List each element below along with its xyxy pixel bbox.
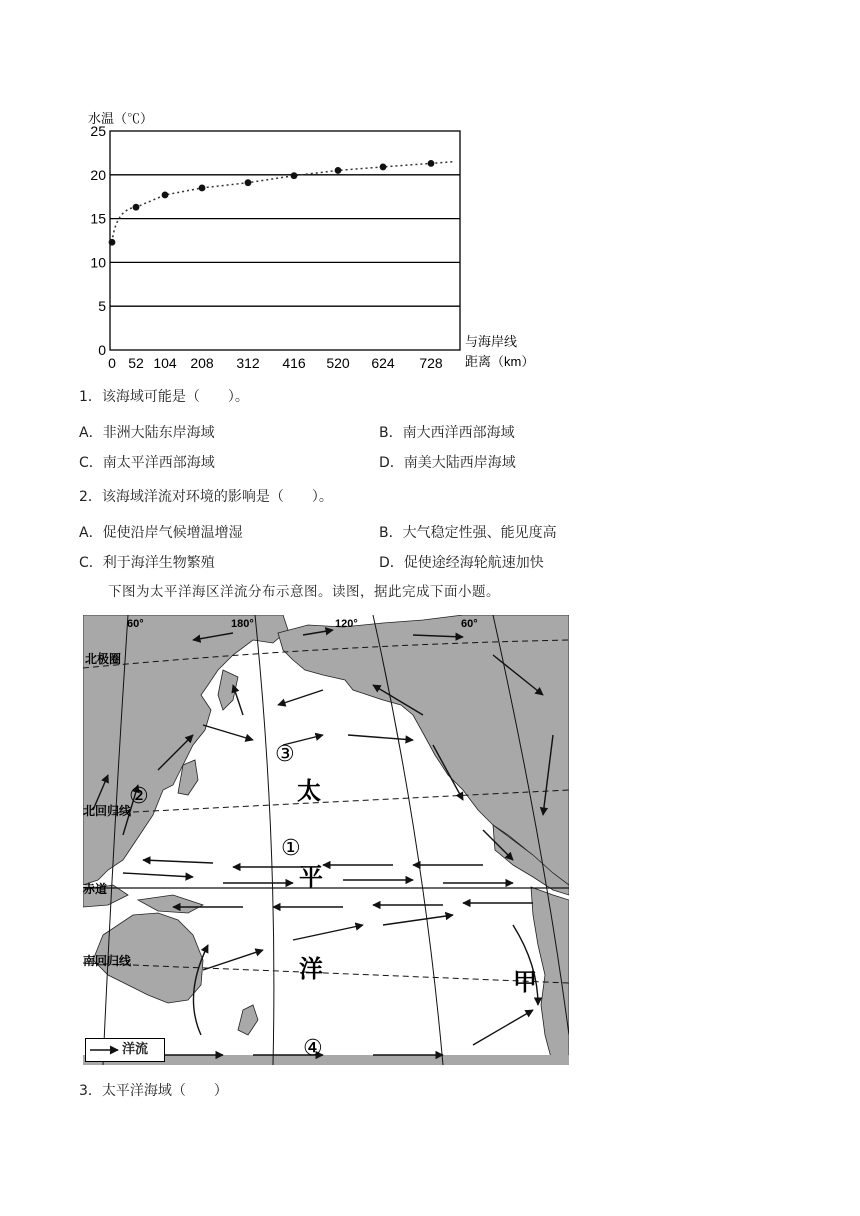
current-label-3: ③ [275, 742, 295, 767]
lat-label-tropic-south: 南回归线 [83, 954, 132, 968]
question-1-option-b[interactable]: B．南大西洋西部海域 [379, 425, 515, 441]
trend-dotted-line [112, 162, 454, 243]
x-tick-label-520: 520 [326, 355, 350, 371]
question-2-option-d[interactable]: D．促使途经海轮航速加快 [379, 555, 544, 571]
pacific-current-map [83, 615, 569, 1065]
x-tick-label-624: 624 [371, 355, 395, 371]
map-legend [85, 1038, 165, 1062]
ocean-char-yang: 洋 [299, 955, 323, 983]
x-tick-label-416: 416 [282, 355, 306, 371]
x-axis-label-line1: 与海岸线 [465, 334, 518, 349]
ocean-char-ping: 平 [299, 863, 323, 891]
lat-label-tropic-north: 北回归线 [83, 804, 132, 818]
data-points [109, 160, 435, 246]
y-tick-label-15: 15 [90, 210, 106, 227]
data-point-0 [109, 239, 116, 246]
location-jia: 甲 [513, 968, 537, 996]
x-tick-label-104: 104 [153, 355, 177, 371]
y-tick-label-5: 5 [98, 298, 106, 315]
data-point-52 [133, 204, 140, 211]
legend-label: 洋流 [122, 1042, 149, 1057]
lat-label-equator: 赤道 [83, 882, 108, 896]
question-1-option-a[interactable]: A．非洲大陆东岸海域 [79, 425, 215, 441]
question-1-stem: 1．该海域可能是（ ）。 [79, 389, 249, 405]
x-axis-label-line2: 距离（km） [465, 354, 535, 369]
data-point-208 [199, 185, 206, 192]
ocean-char-tai: 太 [297, 777, 321, 805]
data-point-520 [335, 167, 342, 174]
lon-label-2: 180° [231, 618, 254, 630]
question-2-option-c[interactable]: C．利于海洋生物繁殖 [79, 555, 215, 571]
current-label-4: ④ [303, 1036, 323, 1061]
question-1-option-d[interactable]: D．南美大陆西岸海域 [379, 455, 516, 471]
y-tick-label-20: 20 [90, 166, 106, 183]
lat-label-arctic: 北极圈 [85, 652, 122, 666]
current-label-1: ① [281, 836, 301, 861]
lon-label-3: 120° [335, 618, 358, 630]
data-point-624 [380, 164, 387, 171]
question-2-option-b[interactable]: B．大气稳定性强、能见度高 [379, 525, 557, 541]
data-point-312 [245, 179, 252, 186]
data-point-104 [162, 192, 169, 199]
x-tick-label-0: 0 [108, 355, 116, 371]
question-1-option-c[interactable]: C．南太平洋西部海域 [79, 455, 215, 471]
x-tick-label-208: 208 [190, 355, 214, 371]
question-2-option-a[interactable]: A．促使沿岸气候增温增湿 [79, 525, 243, 541]
x-tick-label-52: 52 [128, 355, 144, 371]
x-tick-label-312: 312 [236, 355, 260, 371]
current-label-2: ② [129, 784, 149, 809]
plot-frame [110, 131, 460, 350]
legend-arrow-icon [88, 1039, 122, 1061]
y-tick-label-0: 0 [98, 342, 106, 358]
map-canvas [83, 615, 569, 1065]
y-axis-label: 水温（℃） [88, 111, 154, 126]
y-tick-label-25: 25 [90, 123, 106, 139]
y-tick-labels [90, 123, 106, 358]
data-point-416 [291, 172, 298, 179]
question-3-stem: 3．太平洋海域（ ） [79, 1083, 228, 1099]
map-intro: 下图为太平洋海区洋流分布示意图。读图，据此完成下面小题。 [108, 584, 500, 600]
lon-label-4: 60° [461, 618, 478, 630]
data-point-728 [428, 160, 435, 167]
question-2-stem: 2．该海域洋流对环境的影响是（ ）。 [79, 489, 333, 505]
y-tick-label-10: 10 [90, 254, 106, 271]
water-temperature-chart [80, 106, 550, 376]
x-tick-label-728: 728 [419, 355, 443, 371]
x-tick-labels [108, 355, 443, 371]
lon-label-1: 60° [127, 618, 144, 630]
